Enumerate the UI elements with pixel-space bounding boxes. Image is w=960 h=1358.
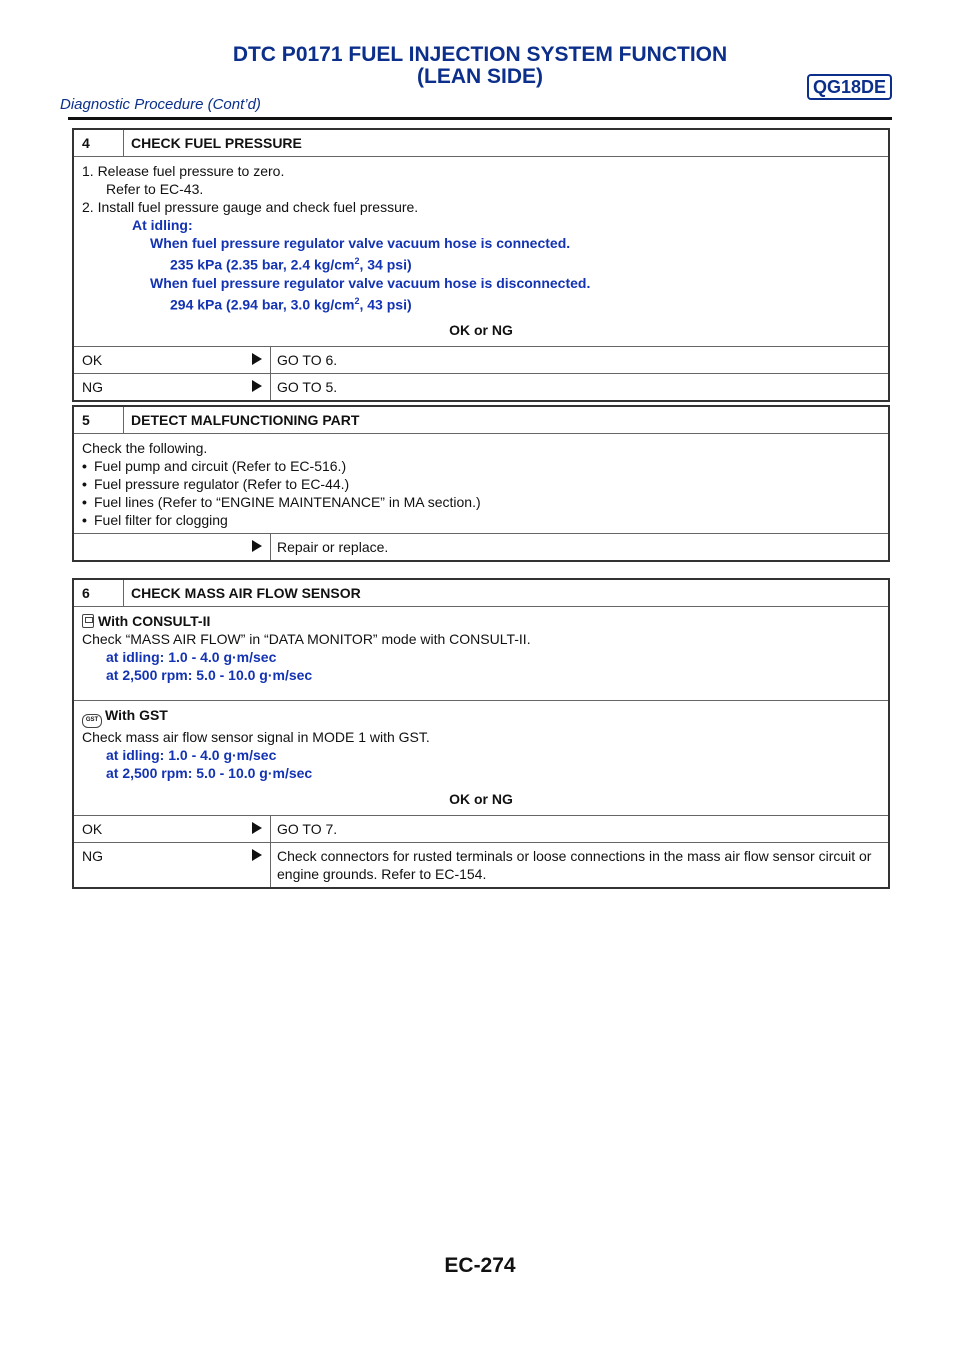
- result-row-ng: [74, 373, 888, 400]
- step-6-body: [74, 607, 888, 816]
- step-6-box: [72, 578, 890, 889]
- spec-value: at idling: 1.0 - 4.0 g·m/sec: [106, 747, 277, 763]
- consult-tester-icon: [82, 614, 94, 628]
- result-row: [74, 534, 888, 560]
- result-label: [74, 816, 270, 842]
- arrow-right-icon: [252, 353, 262, 365]
- check-item: • Fuel lines (Refer to “ENGINE MAINTENANCE” in MA section.): [82, 493, 880, 511]
- consult-heading-text: With CONSULT-II: [98, 613, 211, 629]
- result-action: Repair or replace.: [270, 534, 888, 560]
- step-4-body: [74, 157, 888, 347]
- result-row-ng: [74, 842, 888, 887]
- step-4-box: [72, 128, 890, 402]
- spec-condition: When fuel pressure regulator valve vacuum hose is disconnected.: [150, 274, 591, 291]
- spec-sup: 2: [354, 295, 360, 306]
- step-5-box: [72, 405, 890, 562]
- result-row-ok: [74, 347, 888, 373]
- arrow-right-icon: [252, 822, 262, 834]
- spec-text: , 34 psi): [359, 256, 412, 273]
- step-number: 6: [74, 580, 124, 606]
- spec-text: 235 kPa (2.35 bar, 2.4 kg/cm: [170, 256, 355, 273]
- result-label: [74, 374, 270, 400]
- gst-heading: [82, 706, 880, 728]
- spec-text: 294 kPa (2.94 bar, 3.0 kg/cm: [170, 296, 355, 313]
- check-item: • Fuel pressure regulator (Refer to EC-44.): [82, 475, 880, 493]
- ok-or-ng-heading: OK or NG: [449, 791, 513, 807]
- step-5-body: [74, 434, 888, 534]
- step-4-title: [74, 130, 888, 157]
- step-name: CHECK FUEL PRESSURE: [131, 135, 302, 151]
- title-line-1: DTC P0171 FUEL INJECTION SYSTEM FUNCTION: [232, 43, 728, 66]
- page-header: [60, 44, 900, 114]
- result-label-text: NG: [82, 848, 103, 864]
- gst-section: [74, 700, 888, 810]
- result-label-text: NG: [82, 379, 103, 396]
- gst-tester-icon: GST: [82, 714, 102, 728]
- step-6-title: [74, 580, 888, 607]
- result-action: Check connectors for rusted terminals or loose connections in the mass air flow sensor circuit or engine grounds. Refer to EC-154.: [270, 843, 888, 887]
- step-5-title: [74, 407, 888, 434]
- page-title: [60, 44, 900, 88]
- page-subtitle: Diagnostic Procedure (Cont’d): [60, 96, 261, 113]
- result-action: GO TO 5.: [270, 374, 888, 400]
- result-label: [74, 534, 270, 560]
- check-item: • Fuel filter for clogging: [82, 511, 880, 529]
- consult-heading: [82, 612, 880, 630]
- result-label-text: OK: [82, 352, 103, 369]
- instruction-line: Check mass air flow sensor signal in MODE 1 with GST.: [82, 729, 430, 745]
- spec-condition: At idling:: [132, 217, 193, 233]
- result-action: GO TO 7.: [270, 816, 888, 842]
- instruction-line: 2. Install fuel pressure gauge and check fuel pressure.: [82, 199, 419, 215]
- spec-value: at 2,500 rpm: 5.0 - 10.0 g·m/sec: [106, 667, 313, 683]
- header-rule: [68, 117, 892, 120]
- instruction-line: Check “MASS AIR FLOW” in “DATA MONITOR” mode with CONSULT-II.: [82, 631, 531, 647]
- instruction-line: 1. Release fuel pressure to zero.: [82, 163, 285, 179]
- result-row-ok: [74, 816, 888, 842]
- spec-condition: When fuel pressure regulator valve vacuum hose is connected.: [150, 235, 571, 251]
- ok-or-ng-heading: OK or NG: [449, 322, 513, 339]
- spec-sup: 2: [354, 256, 360, 266]
- model-badge: QG18DE: [807, 74, 892, 100]
- spec-value: [82, 252, 880, 274]
- instruction-line: Check the following.: [82, 440, 208, 456]
- check-item: • Fuel pump and circuit (Refer to EC-516.): [82, 457, 880, 475]
- title-line-2: (LEAN SIDE): [417, 65, 543, 88]
- step-number: 4: [74, 130, 124, 156]
- arrow-right-icon: [252, 849, 262, 861]
- result-action: GO TO 6.: [270, 347, 888, 373]
- spec-value: at idling: 1.0 - 4.0 g·m/sec: [106, 649, 277, 665]
- instruction-line: Refer to EC-43.: [106, 181, 204, 197]
- arrow-right-icon: [252, 540, 262, 552]
- gst-heading-text: With GST: [105, 707, 168, 723]
- step-name: CHECK MASS AIR FLOW SENSOR: [131, 585, 361, 601]
- spec-text: , 43 psi): [359, 296, 412, 313]
- arrow-right-icon: [252, 380, 262, 392]
- result-label-text: OK: [82, 821, 103, 837]
- spec-value: [82, 292, 880, 314]
- result-label: [74, 347, 270, 373]
- step-name: DETECT MALFUNCTIONING PART: [131, 412, 360, 428]
- spec-value: at 2,500 rpm: 5.0 - 10.0 g·m/sec: [106, 765, 313, 781]
- step-number: 5: [74, 407, 124, 433]
- result-label: [74, 843, 270, 887]
- page-number: EC-274: [444, 1254, 516, 1277]
